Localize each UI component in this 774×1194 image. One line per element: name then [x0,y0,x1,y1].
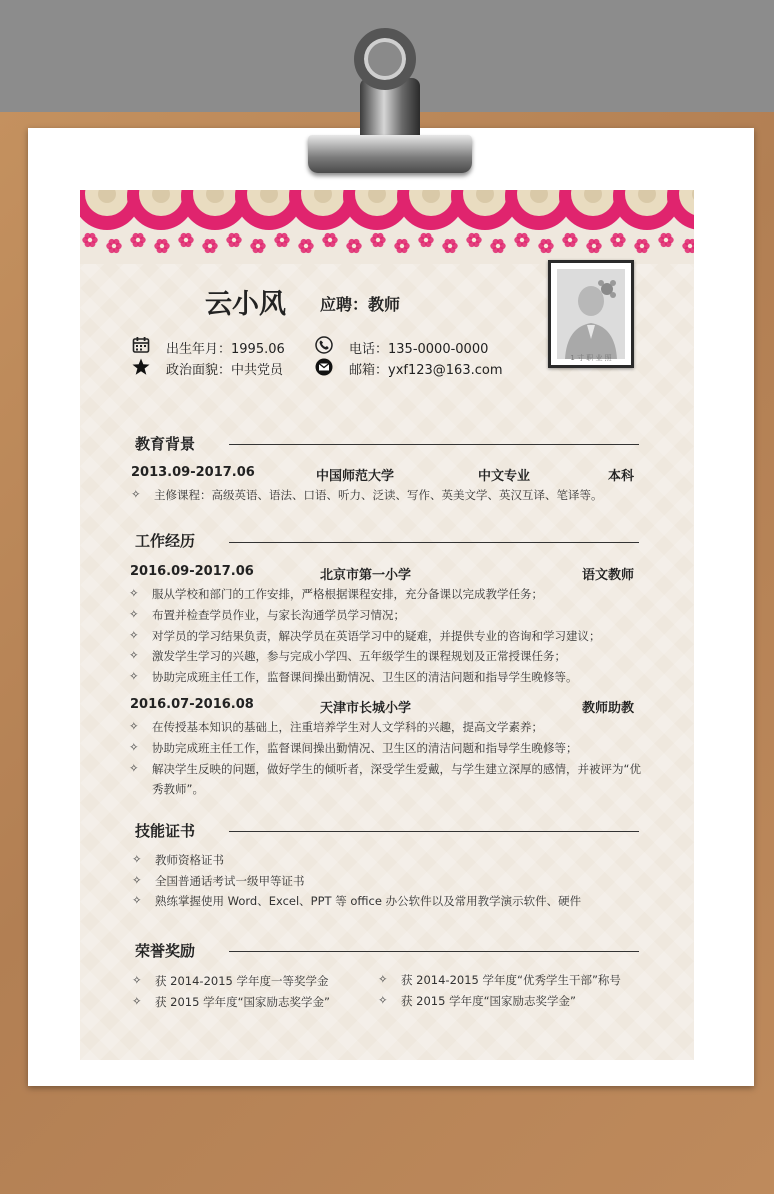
bullet-icon: ✧ [132,973,142,987]
job2-item: ✧ 解决学生反映的问题，做好学生的倾听者，深受学生爱戴，与学生建立深厚的感情，并被评为“优 [129,761,641,776]
job1-item: ✧ 服从学校和部门的工作安排，严格根据课程安排，充分备课以完成教学任务； [129,586,543,601]
person-silhouette-icon [557,269,625,359]
job1-period: 2016.09-2017.06 [130,564,254,579]
edu-school: 中国师范大学 [316,469,395,484]
bullet-icon: ✧ [132,873,142,887]
skills-divider [229,831,639,832]
bullet-icon: ✧ [129,586,139,600]
candidate-name: 云小风 [205,289,286,320]
edu-courses: ✧ 主修课程：高级英语、语法、口语、听力、泛读、写作、英美文学、英汉互译、笔译等。 [131,487,603,502]
work-title: 工作经历 [135,532,196,550]
bullet-icon: ✧ [132,893,142,907]
job1-org: 北京市第一小学 [320,568,412,583]
job2-item-cont: 秀教师”。 [152,782,204,796]
edu-degree: 本科 [608,469,635,484]
skills-title: 技能证书 [135,822,196,840]
mail-icon [315,358,333,376]
bullet-icon: ✧ [378,972,388,986]
phone-icon [315,336,333,354]
bullet-icon: ✧ [129,669,139,683]
honor-item: ✧ 获 2014-2015 学年度一等奖学金 [132,973,329,988]
bullet-icon: ✧ [378,993,388,1007]
clip-ring-icon [354,28,416,90]
job2-org: 天津市长城小学 [320,701,412,716]
bullet-icon: ✧ [129,648,139,662]
bullet-icon: ✧ [131,487,141,501]
birth-date: 出生年月：1995.06 [166,342,285,357]
honor-item: ✧ 获 2015 学年度“国家励志奖学金” [378,993,576,1008]
job2-item: ✧ 在传授基本知识的基础上，注重培养学生对人文学科的兴趣，提高文学素养； [129,719,543,734]
floral-banner [80,190,694,264]
skill-item: ✧ 教师资格证书 [132,852,224,867]
work-divider [229,542,639,543]
job2-period: 2016.07-2016.08 [130,697,254,712]
calendar-icon [132,336,150,354]
bullet-icon: ✧ [129,719,139,733]
email: 邮箱：yxf123@163.com [349,363,503,378]
skill-item: ✧ 全国普通话考试一级甲等证书 [132,873,305,888]
photo-frame [548,260,634,368]
job1-role: 语文教师 [582,568,635,583]
job1-item: ✧ 布置并检查学员作业，与家长沟通学员学习情况； [129,607,405,622]
binder-clip [308,135,472,173]
bullet-icon: ✧ [129,740,139,754]
bullet-icon: ✧ [129,628,139,642]
honor-item: ✧ 获 2015 学年度“国家励志奖学金” [132,994,330,1009]
skill-item: ✧ 熟练掌握使用 Word、Excel、PPT 等 office 办公软件以及常用教学演示软件、硬件 [132,893,582,908]
education-divider [229,444,639,445]
bullet-icon: ✧ [129,761,139,775]
job1-item: ✧ 协助完成班主任工作，监督课间操出勤情况、卫生区的清洁问题和指导学生晚修等。 [129,669,578,684]
star-icon [132,358,150,376]
job2-item: ✧ 协助完成班主任工作，监督课间操出勤情况、卫生区的清洁问题和指导学生晚修等； [129,740,578,755]
honors-title: 荣誉奖励 [135,942,196,960]
avatar [557,269,625,359]
education-title: 教育背景 [135,435,196,453]
floral-banner-art [80,190,694,264]
job1-item: ✧ 对学员的学习结果负责，解决学员在英语学习中的疑难，并提供专业的咨询和学习建议； [129,628,601,643]
edu-major: 中文专业 [478,469,531,484]
job2-role: 教师助教 [582,701,635,716]
bullet-icon: ✧ [129,607,139,621]
edu-period: 2013.09-2017.06 [131,465,255,480]
photo-label: 1 寸 职 业 照 [570,354,612,362]
bullet-icon: ✧ [132,994,142,1008]
phone: 电话：135-0000-0000 [349,342,489,357]
political-status: 政治面貌：中共党员 [166,363,284,378]
bullet-icon: ✧ [132,852,142,866]
apply-position: 应聘：教师 [320,295,401,314]
honors-divider [229,951,639,952]
job1-item: ✧ 激发学生学习的兴趣，参与完成小学四、五年级学生的课程规划及正常授课任务； [129,648,566,663]
honor-item: ✧ 获 2014-2015 学年度“优秀学生干部”称号 [378,972,621,987]
